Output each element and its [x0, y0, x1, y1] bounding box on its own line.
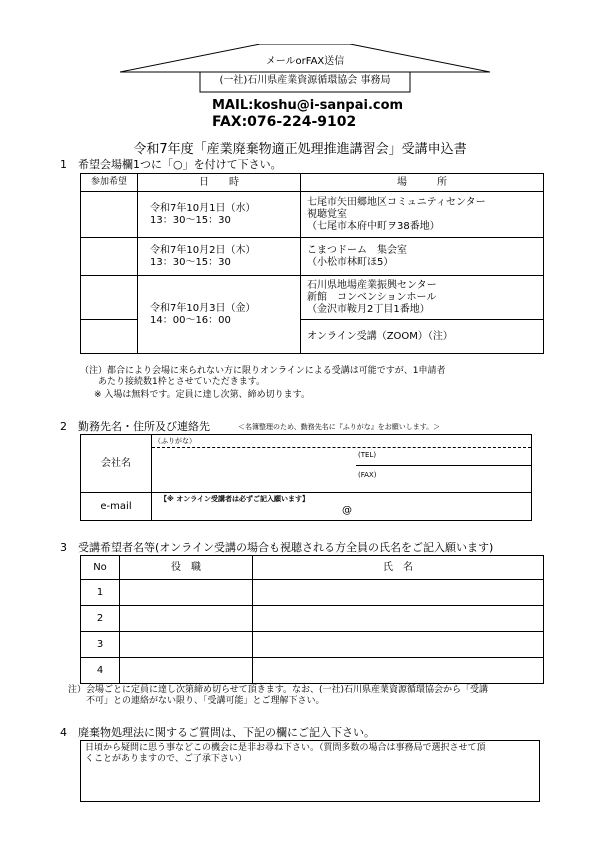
tel-label: (TEL): [358, 451, 377, 459]
header-no: No: [81, 556, 120, 580]
question-box[interactable]: [80, 740, 540, 802]
fax-label: (FAX): [358, 471, 377, 479]
row-number: 4: [81, 658, 120, 684]
furigana-label: （ふりがな）: [154, 437, 196, 445]
row3-time: 14：00～16：00: [150, 314, 231, 326]
header-venue: 場 所: [301, 174, 544, 192]
section1-note: （注）都合により会場に来られない方に限りオンラインによる受講は可能ですが、1申請者 あたり接続数1枠とさせていただきます。: [80, 366, 446, 387]
row3-venue: 石川県地場産業振興センター 新館 コンベンションホール （金沢市鞍月2丁目1番地）: [301, 276, 544, 320]
name-field[interactable]: [253, 658, 544, 684]
name-field[interactable]: [253, 632, 544, 658]
attendee-table: [80, 555, 544, 684]
section4-heading: 4 廃棄物処理法に関するご質問は、下記の欄にご記入下さい。: [60, 726, 375, 739]
participation-cell-3[interactable]: [81, 276, 138, 320]
email-note: 【※ オンライン受講者は必ずご記入願います】: [160, 495, 310, 503]
participation-cell-1[interactable]: [81, 192, 138, 238]
position-field[interactable]: [120, 580, 253, 606]
company-label: 会社名: [81, 435, 152, 493]
furigana-divider: [152, 447, 531, 448]
venue-row: [81, 276, 544, 320]
section3-note: 注）会場ごとに定員に達し次第締め切らせて頂きます。なお、(一社)石川県産業資源循環協会から「受講 不可」との連絡がない限り、「受講可能」とご理解下さい。: [68, 685, 489, 706]
mail-address: MAIL:koshu@i-sanpai.com: [212, 98, 404, 113]
row-number: 1: [81, 580, 120, 606]
row-number: 3: [81, 632, 120, 658]
name-field[interactable]: [253, 606, 544, 632]
row1-time: 13：30～15：30: [150, 214, 231, 226]
table-row: [81, 580, 544, 606]
participation-cell-2[interactable]: [81, 238, 138, 276]
contact-table: [80, 434, 532, 521]
venue-row: [81, 238, 544, 276]
company-field[interactable]: [152, 435, 532, 493]
header-position: 役 職: [120, 556, 253, 580]
position-field[interactable]: [120, 632, 253, 658]
fax-number: FAX:076-224-9102: [212, 114, 357, 130]
venue-table: [80, 173, 544, 354]
position-field[interactable]: [120, 606, 253, 632]
row2-venue: こまつドーム 集会室 （小松市林町ほ5）: [301, 238, 544, 276]
header-participation: 参加希望: [81, 174, 138, 192]
section2-heading-note: ＜名簿整理のため、勤務先名に『ふりがな』をお願いします。＞: [238, 423, 441, 431]
venue-row: [81, 192, 544, 238]
header-datetime: 日 時: [138, 174, 301, 192]
row4-venue-online: オンライン受講（ZOOM）（注）: [301, 320, 544, 354]
table-row: [81, 632, 544, 658]
header-name: 氏 名: [253, 556, 544, 580]
form-title: 令和7年度「産業廃棄物適正処理推進講習会」受講申込書: [133, 142, 467, 157]
tel-underline: [356, 465, 531, 466]
row1-venue: 七尾市矢田郷地区コミュニティセンター 視聴覚室 （七尾市本府中町ヲ38番地）: [301, 192, 544, 238]
section1-heading: 1 希望会場欄1つに「○」を付けて下さい。: [60, 158, 282, 171]
table-row: [81, 658, 544, 684]
row3-date: 令和7年10月3日（金）: [150, 302, 256, 314]
name-field[interactable]: [253, 580, 544, 606]
row1-date: 令和7年10月1日（水）: [150, 202, 256, 214]
row2-time: 13：30～15：30: [150, 256, 231, 268]
participation-cell-4[interactable]: [81, 320, 138, 354]
row2-date: 令和7年10月2日（木）: [150, 244, 256, 256]
section3-heading: 3 受講希望者名等(オンライン受講の場合も視聴される方全員の氏名をご記入願います): [60, 541, 494, 554]
table-row: [81, 606, 544, 632]
send-label: メールorFAX送信: [265, 56, 345, 67]
section1-note2: ※ 入場は無料です。定員に達し次第、締め切ります。: [94, 390, 310, 400]
row-number: 2: [81, 606, 120, 632]
section2-heading: 2 勤務先名・住所及び連絡先: [60, 420, 210, 433]
recipient-label: (一社)石川県産業資源循環協会 事務局: [219, 75, 391, 86]
email-label: e-mail: [81, 493, 152, 521]
email-field[interactable]: [152, 493, 532, 521]
position-field[interactable]: [120, 658, 253, 684]
at-mark: @: [342, 505, 352, 516]
question-box-text: 日頃から疑問に思う事などこの機会に是非お尋ね下さい。（質問多数の場合は事務局で選択させて頂 くことがありますので、ご了承下さい）: [85, 743, 486, 764]
